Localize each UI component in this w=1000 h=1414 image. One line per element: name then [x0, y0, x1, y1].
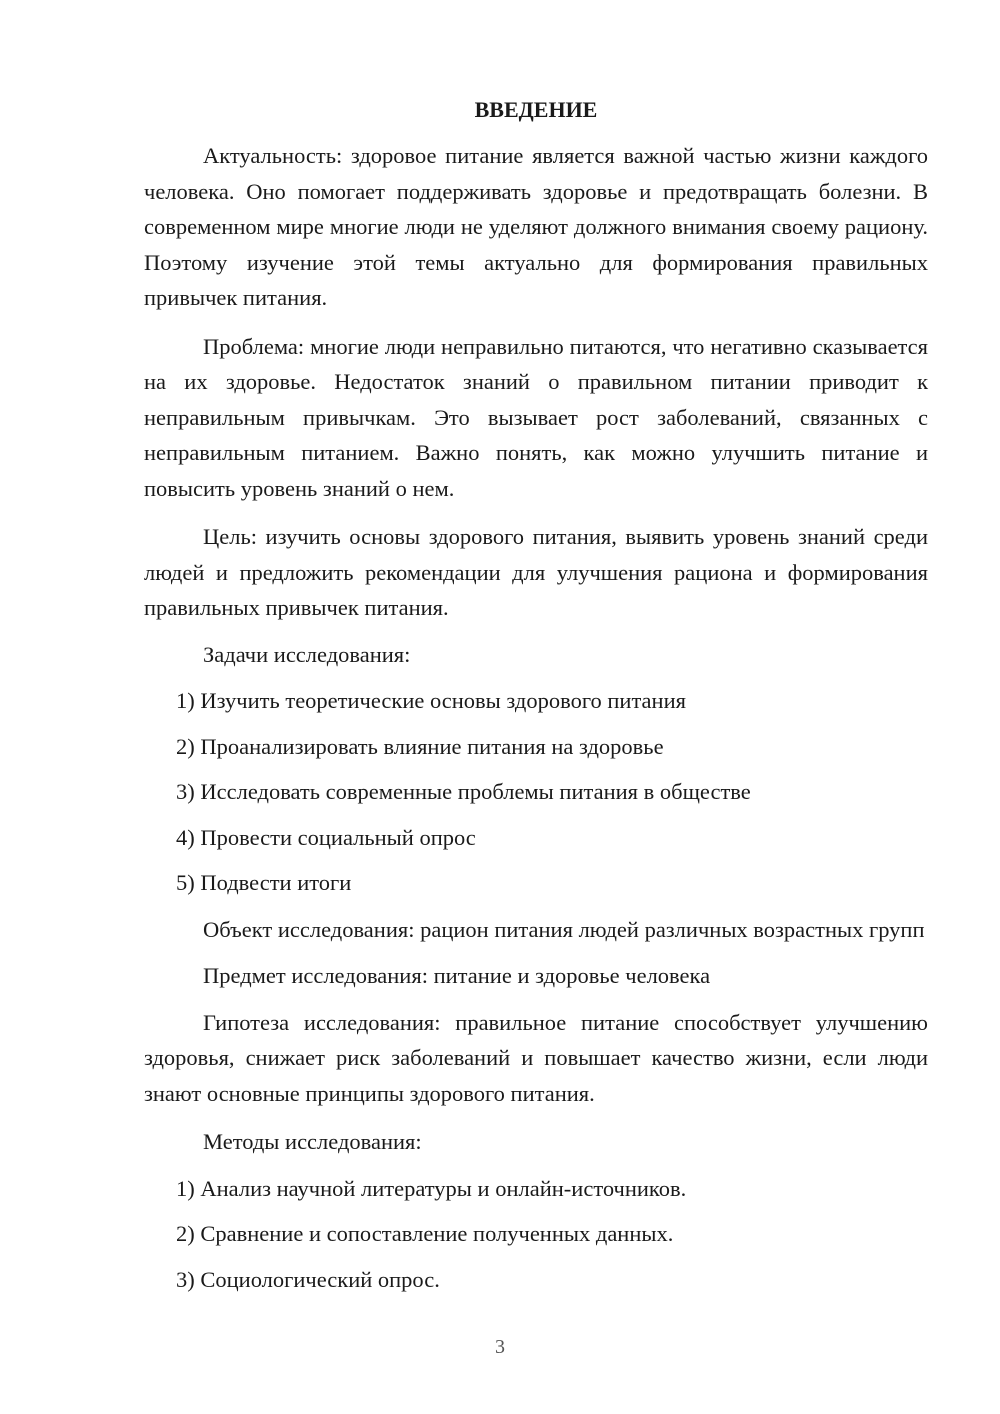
list-item: 3) Социологический опрос.: [176, 1266, 440, 1292]
list-item: 3) Исследовать современные проблемы питания в обществе: [176, 779, 751, 804]
tasks-heading: Задачи исследования:: [203, 641, 411, 667]
list-item: 5) Подвести итоги: [176, 870, 352, 895]
goal-paragraph: Цель: изучить основы здорового питания, выявить уровень знаний среди людей и предложить рекомендации для улучшения рациона и формирования правильных привычек питания.: [144, 524, 928, 620]
page-title: ВВЕДЕНИЕ: [474, 97, 598, 122]
tasks-list: [144, 683, 928, 901]
list-item: 2) Сравнение и сопоставление полученных данных.: [176, 1221, 674, 1246]
list-item: 1) Анализ научной литературы и онлайн-источников.: [176, 1175, 687, 1201]
object-paragraph: Объект исследования: рацион питания людей различных возрастных групп: [203, 916, 925, 942]
list-item: 4) Провести социальный опрос: [176, 824, 476, 850]
page-number: 3: [495, 1336, 505, 1358]
hypothesis-paragraph: Гипотеза исследования: правильное питание способствует улучшению здоровья, снижает риск заболеваний и повышает качество жизни, если люди знают основные принципы здорового питания.: [144, 1009, 928, 1106]
relevance-paragraph: Актуальность: здоровое питание является важной частью жизни каждого человека. Оно помогает поддерживать здоровье и предотвращать болезни. В современном мире многие люди не уделяют должного внимания своему рациону. Поэтому изучение этой темы актуально для формирования правильных привычек питания.: [144, 143, 928, 310]
subject-paragraph: Предмет исследования: питание и здоровье человека: [203, 963, 711, 988]
problem-paragraph: Проблема: многие люди неправильно питаются, что негативно сказывается на их здоровье. Недостаток знаний о правильном питании приводит к неправильным привычкам. Это вызывает рост заболеваний, связанных с неправильным питанием. Важно понять, как можно улучшить питание и повысить уровень знаний о нем.: [144, 333, 928, 501]
list-item: 2) Проанализировать влияние питания на здоровье: [176, 733, 664, 759]
methods-heading: Методы исследования:: [203, 1129, 422, 1154]
list-item: 1) Изучить теоретические основы здорового питания: [176, 688, 686, 713]
methods-list: [144, 1171, 928, 1298]
